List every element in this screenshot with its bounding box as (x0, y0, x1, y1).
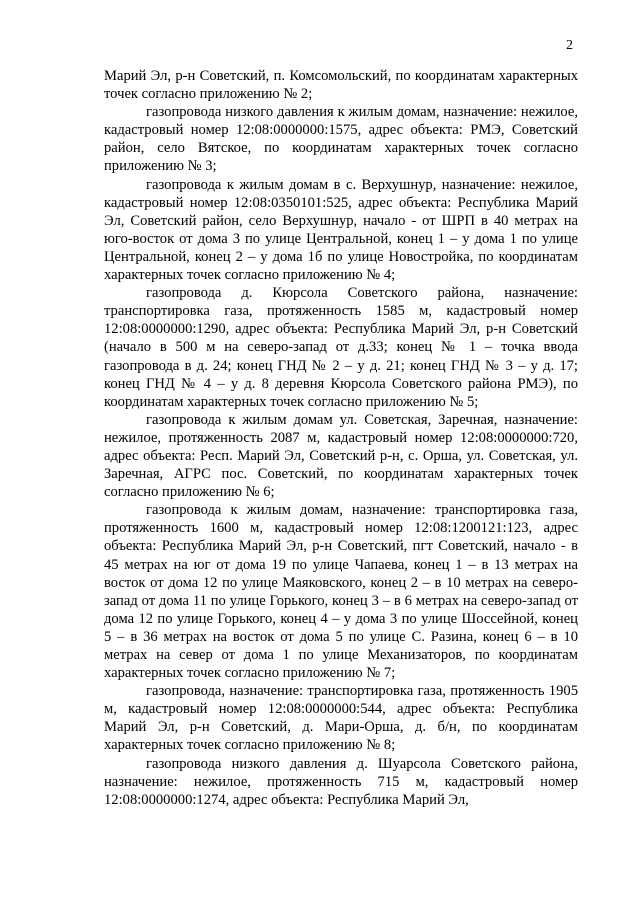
page-number: 2 (566, 38, 573, 53)
paragraph-gas-pipeline-shuarsola: газопровода низкого давления д. Шуарсола Советского района, назначение: нежилое, протяженность 715 м, кадастровый номер 12:08:0000000:1274, адрес объекта: Республика Марий Эл, (104, 755, 578, 808)
paragraph-gas-pipeline-sovetsky: газопровода к жилым домам, назначение: транспортировка газа, протяженность 1600 м, кадастровый номер 12:08:1200121:123, адрес объекта: Республика Марий Эл, р-н Советский, пгт Советский, начало - в 45 метрах на юг от дома 19 по улице Чапаева, конец 1 – в 13 метрах на восток от дома 12 по улице Маяковского, конец 2 – в 10 метрах на северо-запад от дома 11 по улице Горького, конец 3 – в 6 метрах на северо-запад от дома 12 по улице Горького, конец 4 – у дома 3 по улице Шоссейной, конец 5 – в 36 метрах на восток от дома 5 по улице С. Разина, конец 6 – в 10 метрах на север от дома 1 по улице Механизаторов, по координатам характерных точек согласно приложению № 7; (104, 502, 578, 682)
paragraph-gas-pipeline-vyatskoe: газопровода низкого давления к жилым домам, назначение: нежилое, кадастровый номер 12:08:0000000:1575, адрес объекта: РМЭ, Советский район, село Вятское, по координатам характерных точек согласно приложению № 3; (104, 104, 578, 175)
paragraph-gas-pipeline-verkhushnur: газопровода к жилым домам в с. Верхушнур, назначение: нежилое, кадастровый номер 12:08:0350101:525, адрес объекта: Республика Марий Эл, Советский район, село Верхушнур, начало - от ШРП в 40 метрах на юго-восток от дома 3 по улице Центральной, конец 1 – у дома 1 по улице Центральной, конец 2 – у дома 1б по улице Новостройка, по координатам характерных точек согласно приложению № 4; (104, 176, 578, 284)
document-body (104, 67, 578, 809)
paragraph-gas-pipeline-orsha: газопровода к жилым домам ул. Советская, Заречная, назначение: нежилое, протяженность 2087 м, кадастровый номер 12:08:0000000:720, адрес объекта: Респ. Марий Эл, Советский р-н, с. Орша, ул. Советская, ул. Заречная, АГРС пос. Советский, по координатам характерных точек согласно приложению № 6; (104, 411, 578, 501)
paragraph-gas-pipeline-mari-orsha: газопровода, назначение: транспортировка газа, протяженность 1905 м, кадастровый номер 12:08:0000000:544, адрес объекта: Республика Марий Эл, р-н Советский, д. Мари-Орша, д. б/н, по координатам характерных точек согласно приложению № 8; (104, 683, 578, 754)
paragraph-gas-pipeline-kyursola: газопровода д. Кюрсола Советского района, назначение: транспортировка газа, протяженность 1585 м, кадастровый номер 12:08:0000000:1290, адрес объекта: Республика Марий Эл, р-н Советский (начало в 500 м на северо-запад от д.33; конец № 1 – точка ввода газопровода в д. 24; конец ГНД № 2 – у д. 21; конец ГНД № 3 – у д. 17; конец ГНД № 4 – у д. 8 деревня Кюрсола Советского района РМЭ), по координатам характерных точек согласно приложению № 5; (104, 285, 578, 410)
paragraph-continuation: Марий Эл, р-н Советский, п. Комсомольский, по координатам характерных точек согласно приложению № 2; (104, 68, 578, 103)
